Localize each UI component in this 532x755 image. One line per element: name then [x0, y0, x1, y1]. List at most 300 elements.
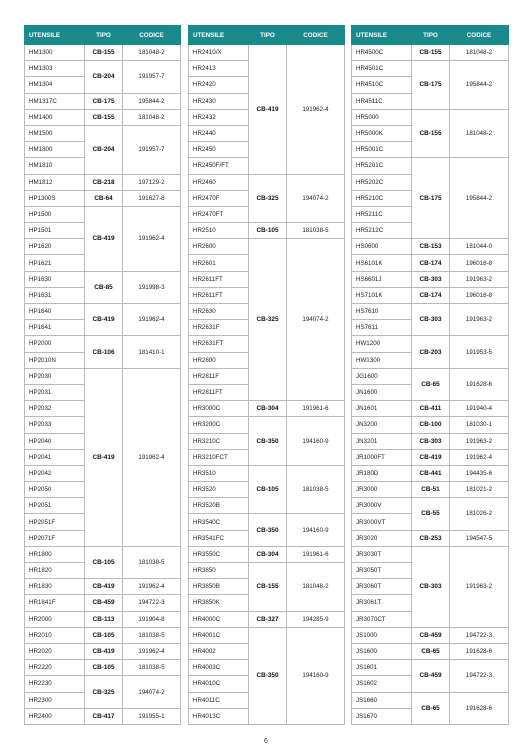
utensile-cell: HP2051 [25, 498, 85, 514]
utensile-cell: HR3520 [189, 482, 249, 498]
codice-cell: 181038-5 [123, 546, 181, 578]
utensile-cell: HR4501C [352, 61, 412, 77]
tipo-cell: CB-419 [85, 643, 123, 659]
table-row [189, 401, 345, 417]
utensile-cell: HW1200 [352, 336, 412, 352]
codice-cell: 194722-3 [123, 595, 181, 611]
utensile-cell: HP1500 [25, 206, 85, 222]
utensile-cell: HS7610 [352, 304, 412, 320]
utensile-cell: HR1830 [25, 579, 85, 595]
tipo-cell: CB-175 [412, 61, 450, 110]
table-row [25, 125, 181, 141]
page-number: 6 [264, 738, 268, 745]
codice-cell: 191963-2 [450, 433, 509, 449]
table-row [352, 158, 509, 174]
table-row [25, 190, 181, 206]
tipo-cell: CB-105 [249, 223, 287, 239]
codice-cell: 181021-2 [450, 482, 509, 498]
table-row [352, 336, 509, 352]
codice-cell: 181048-2 [450, 109, 509, 158]
utensile-cell: HR4002 [189, 643, 249, 659]
utensile-cell: HS0600 [352, 239, 412, 255]
tipo-cell: CB-459 [85, 595, 123, 611]
utensile-cell: HR2420 [189, 77, 249, 93]
utensile-cell: HP2032 [25, 401, 85, 417]
table-row [189, 563, 345, 579]
utensile-cell: HP1621 [25, 255, 85, 271]
utensile-cell: HP1641 [25, 320, 85, 336]
tipo-cell: CB-203 [412, 336, 450, 368]
utensile-cell: HR4011C [189, 692, 249, 708]
codice-cell: 191953-5 [450, 336, 509, 368]
codice-cell: 194285-9 [287, 611, 345, 627]
codice-cell: 195844-2 [450, 158, 509, 239]
header-tipo: TIPO [412, 26, 450, 45]
utensile-cell: HR3850B [189, 579, 249, 595]
tipo-cell: CB-303 [412, 304, 450, 336]
table-row [352, 465, 509, 481]
codice-cell: 191961-6 [287, 546, 345, 562]
utensile-cell: HR4013C [189, 708, 249, 724]
utensile-cell: JS1660 [352, 692, 412, 708]
table-row [25, 45, 181, 61]
tipo-cell: CB-253 [412, 530, 450, 546]
utensile-cell: HR3210FCT [189, 449, 249, 465]
tipo-cell: CB-218 [85, 174, 123, 190]
codice-cell: 194074-2 [287, 239, 345, 401]
table-row [25, 206, 181, 222]
codice-cell: 191962-4 [450, 449, 509, 465]
table-row [352, 546, 509, 562]
utensile-cell: HR4000C [189, 611, 249, 627]
tipo-cell: CB-304 [249, 546, 287, 562]
codice-cell: 181038-5 [123, 627, 181, 643]
tipo-cell: CB-441 [412, 465, 450, 481]
codice-cell: 195844-2 [123, 93, 181, 109]
codice-cell: 191957-7 [123, 61, 181, 93]
utensile-cell: JR3050T [352, 563, 412, 579]
utensile-cell: JR3000VT [352, 514, 412, 530]
utensile-cell: HR4010C [189, 676, 249, 692]
utensile-cell: HR5212C [352, 223, 412, 239]
table-row [352, 643, 509, 659]
table-row [189, 45, 345, 61]
utensile-cell: HP2033 [25, 417, 85, 433]
utensile-cell: HR2510 [189, 223, 249, 239]
utensile-cell: HR4003C [189, 660, 249, 676]
codice-cell: 191963-2 [450, 304, 509, 336]
table-row [189, 417, 345, 433]
utensile-cell: HP2000 [25, 336, 85, 352]
codice-cell: 194722-3 [450, 627, 509, 643]
header-codice: CODICE [450, 26, 509, 45]
utensile-cell: JN3200 [352, 417, 412, 433]
utensile-cell: HR3200C [189, 417, 249, 433]
utensile-cell: HP1501 [25, 223, 85, 239]
table-row [352, 692, 509, 708]
tipo-cell: CB-325 [85, 676, 123, 708]
utensile-cell: HM1317C [25, 93, 85, 109]
tipo-cell: CB-303 [412, 271, 450, 287]
tipo-cell: CB-106 [85, 336, 123, 368]
utensile-cell: JS1000 [352, 627, 412, 643]
tipo-cell: CB-105 [85, 660, 123, 676]
table-row [352, 660, 509, 676]
utensile-cell: JS1601 [352, 660, 412, 676]
table-row [189, 239, 345, 255]
codice-cell: 191627-8 [123, 190, 181, 206]
table-row [25, 61, 181, 77]
utensile-cell: HM1500 [25, 125, 85, 141]
utensile-cell: HR2631FT [189, 336, 249, 352]
utensile-cell: JR3000 [352, 482, 412, 498]
tipo-cell: CB-175 [85, 93, 123, 109]
tipo-cell: CB-417 [85, 708, 123, 724]
codice-cell: 194160-9 [287, 627, 345, 724]
table-row [25, 676, 181, 692]
codice-cell: 194074-2 [287, 174, 345, 223]
utensile-cell: HR2300 [25, 692, 85, 708]
tipo-cell: CB-113 [85, 611, 123, 627]
tipo-cell: CB-175 [412, 158, 450, 239]
codice-cell: 191628-6 [450, 368, 509, 400]
utensile-cell: JR3060T [352, 579, 412, 595]
utensile-cell: JN3201 [352, 433, 412, 449]
utensile-cell: JR3030T [352, 546, 412, 562]
table-row [25, 336, 181, 352]
table-header-row [25, 26, 181, 45]
table-row [189, 514, 345, 530]
table-row [352, 498, 509, 514]
utensile-cell: HP2042 [25, 465, 85, 481]
codice-cell: 195844-2 [450, 61, 509, 110]
table-row [189, 465, 345, 481]
tipo-cell: CB-350 [249, 417, 287, 466]
table-row [25, 660, 181, 676]
utensile-cell: JR3070CT [352, 611, 412, 627]
table-row [25, 611, 181, 627]
tipo-cell: CB-64 [85, 190, 123, 206]
utensile-cell: HR5000K [352, 125, 412, 141]
codice-cell: 181030-1 [450, 417, 509, 433]
header-utensile: UTENSILE [189, 26, 249, 45]
codice-cell: 191962-4 [287, 45, 345, 175]
codice-cell: 194547-5 [450, 530, 509, 546]
utensile-cell: HS6101K [352, 255, 412, 271]
tipo-cell: CB-304 [249, 401, 287, 417]
table-row [25, 93, 181, 109]
tipo-cell: CB-411 [412, 401, 450, 417]
table-row [25, 546, 181, 562]
utensile-cell: JS1670 [352, 708, 412, 724]
codice-cell: 181048-2 [123, 109, 181, 125]
utensile-cell: HP1630 [25, 271, 85, 287]
utensile-cell: HR3850 [189, 563, 249, 579]
utensile-cell: HR5211C [352, 206, 412, 222]
table-row [25, 579, 181, 595]
tipo-cell: CB-419 [85, 304, 123, 336]
tipo-cell: CB-204 [85, 61, 123, 93]
tipo-cell: CB-155 [412, 45, 450, 61]
utensile-cell: HR2000 [25, 611, 85, 627]
utensile-cell: HR2600 [189, 239, 249, 255]
utensile-cell: HR3550C [189, 546, 249, 562]
utensile-cell: HM1812 [25, 174, 85, 190]
utensile-cell: HR2413 [189, 61, 249, 77]
table-row [352, 401, 509, 417]
table-header-row [189, 26, 345, 45]
utensile-cell: HM1300 [25, 45, 85, 61]
table-row [352, 287, 509, 303]
utensile-cell: HR5001C [352, 142, 412, 158]
utensile-cell: HR2410/X [189, 45, 249, 61]
codice-cell: 181410-1 [123, 336, 181, 368]
tipo-cell: CB-350 [249, 627, 287, 724]
codice-cell: 191904-8 [123, 611, 181, 627]
codice-cell: 191957-7 [123, 125, 181, 174]
codice-cell: 191962-4 [123, 579, 181, 595]
tipo-cell: CB-155 [249, 563, 287, 612]
tipo-cell: CB-155 [412, 109, 450, 158]
utensile-cell: HM1400 [25, 109, 85, 125]
table-row [352, 449, 509, 465]
table-row [25, 595, 181, 611]
utensile-cell: HR3850K [189, 595, 249, 611]
codice-cell: 181038-5 [287, 465, 345, 514]
tipo-cell: CB-65 [412, 692, 450, 724]
utensile-cell: HP2040 [25, 433, 85, 449]
utensile-cell: HR1800 [25, 546, 85, 562]
utensile-cell: JR3000V [352, 498, 412, 514]
utensile-cell: HP2030 [25, 368, 85, 384]
tipo-cell: CB-105 [249, 465, 287, 514]
table-header-row [352, 26, 509, 45]
utensile-cell: HP1620 [25, 239, 85, 255]
utensile-cell: HM1810 [25, 158, 85, 174]
codice-cell: 181026-2 [450, 498, 509, 530]
table-row [352, 45, 509, 61]
utensile-cell: JN1601 [352, 401, 412, 417]
table-row [25, 109, 181, 125]
utensile-cell: HR4500C [352, 45, 412, 61]
tipo-cell: CB-100 [412, 417, 450, 433]
codice-cell: 191961-6 [287, 401, 345, 417]
tipo-cell: CB-350 [249, 514, 287, 546]
utensile-cell: HS6601J [352, 271, 412, 287]
utensile-cell: HR5210C [352, 190, 412, 206]
codice-cell: 196018-8 [450, 287, 509, 303]
utensile-cell: HR5202C [352, 174, 412, 190]
tipo-cell: CB-459 [412, 627, 450, 643]
utensile-cell: HR1820 [25, 563, 85, 579]
tipo-cell: CB-204 [85, 125, 123, 174]
utensile-cell: HP2010N [25, 352, 85, 368]
codice-cell: 181048-2 [123, 45, 181, 61]
codice-cell: 194435-6 [450, 465, 509, 481]
codice-cell: 194074-2 [123, 676, 181, 708]
utensile-cell: HR3540C [189, 514, 249, 530]
codice-cell: 197129-2 [123, 174, 181, 190]
tipo-cell: CB-105 [85, 627, 123, 643]
tipo-cell: CB-419 [412, 449, 450, 465]
utensile-cell: HR2432 [189, 109, 249, 125]
utensile-cell: JS1602 [352, 676, 412, 692]
codice-cell: 191940-4 [450, 401, 509, 417]
table-row [352, 627, 509, 643]
utensile-cell: HR2470F [189, 190, 249, 206]
utensile-cell: HP2041 [25, 449, 85, 465]
utensile-cell: HR3000C [189, 401, 249, 417]
table-row [352, 61, 509, 77]
codice-cell: 191963-2 [450, 271, 509, 287]
utensile-cell: JR3061T [352, 595, 412, 611]
codice-cell: 181038-5 [123, 660, 181, 676]
tipo-cell: CB-325 [249, 174, 287, 223]
utensile-cell: HR3210C [189, 433, 249, 449]
utensile-cell: HP2051F [25, 514, 85, 530]
table-row [25, 708, 181, 724]
codice-cell: 191628-6 [450, 692, 509, 724]
utensile-cell: HP2071F [25, 530, 85, 546]
tipo-cell: CB-65 [412, 368, 450, 400]
codice-cell: 191963-2 [450, 546, 509, 627]
header-tipo: TIPO [249, 26, 287, 45]
header-utensile: UTENSILE [352, 26, 412, 45]
utensile-cell: JN1600 [352, 384, 412, 400]
table-row [352, 255, 509, 271]
utensile-cell: HR2430 [189, 93, 249, 109]
utensile-cell: HR2020 [25, 643, 85, 659]
tipo-cell: CB-419 [249, 45, 287, 175]
utensile-cell: HR3520B [189, 498, 249, 514]
utensile-cell: HR2440 [189, 125, 249, 141]
codice-cell: 181038-5 [287, 223, 345, 239]
header-codice: CODICE [123, 26, 181, 45]
utensile-cell: HR3541FC [189, 530, 249, 546]
tipo-cell: CB-155 [85, 45, 123, 61]
table-row [189, 627, 345, 643]
tipo-cell: CB-419 [85, 579, 123, 595]
utensile-cell: HR2400 [25, 708, 85, 724]
tipo-cell: CB-303 [412, 546, 450, 627]
codice-cell: 194722-3 [450, 660, 509, 692]
utensile-cell: HR2611FT [189, 271, 249, 287]
tipo-cell: CB-55 [412, 498, 450, 530]
utensile-cell: HM1303 [25, 61, 85, 77]
table-row [189, 223, 345, 239]
utensile-cell: HR2450 [189, 142, 249, 158]
codice-cell: 181044-0 [450, 239, 509, 255]
utensile-cell: HR2630 [189, 304, 249, 320]
codice-cell: 194160-9 [287, 417, 345, 466]
tipo-cell: CB-85 [85, 271, 123, 303]
utensile-cell: HP1640 [25, 304, 85, 320]
table-row [352, 482, 509, 498]
utensile-cell: HP2031 [25, 384, 85, 400]
table-row [25, 627, 181, 643]
brush-table-column-2 [188, 25, 345, 725]
utensile-cell: HR4510C [352, 77, 412, 93]
codice-cell: 181048-2 [287, 563, 345, 612]
tipo-cell: CB-174 [412, 287, 450, 303]
brush-table-column-1 [24, 25, 181, 725]
utensile-cell: HR2470FT [189, 206, 249, 222]
table-row [352, 109, 509, 125]
header-utensile: UTENSILE [25, 26, 85, 45]
utensile-cell: HR2220 [25, 660, 85, 676]
table-row [25, 643, 181, 659]
utensile-cell: HR2450F/FT [189, 158, 249, 174]
tipo-cell: CB-65 [412, 643, 450, 659]
utensile-cell: HR2601 [189, 255, 249, 271]
utensile-cell: HR5201C [352, 158, 412, 174]
codice-cell: 181048-2 [450, 45, 509, 61]
table-row [352, 239, 509, 255]
utensile-cell: HS7611 [352, 320, 412, 336]
codice-cell: 194160-9 [287, 514, 345, 546]
codice-cell: 191962-4 [123, 368, 181, 546]
table-row [189, 611, 345, 627]
utensile-cell: HR2460 [189, 174, 249, 190]
utensile-cell: HR2811F [189, 368, 249, 384]
utensile-cell: HR4511C [352, 93, 412, 109]
codice-cell: 191628-6 [450, 643, 509, 659]
tipo-cell: CB-327 [249, 611, 287, 627]
table-row [352, 304, 509, 320]
tipo-cell: CB-153 [412, 239, 450, 255]
codice-cell: 191962-4 [123, 304, 181, 336]
codice-cell: 191955-1 [123, 708, 181, 724]
utensile-cell: HM1304 [25, 77, 85, 93]
tipo-cell: CB-105 [85, 546, 123, 578]
tipo-cell: CB-459 [412, 660, 450, 692]
tipo-cell: CB-155 [85, 109, 123, 125]
utensile-cell: HS7101K [352, 287, 412, 303]
utensile-cell: HP1300S [25, 190, 85, 206]
tipo-cell: CB-174 [412, 255, 450, 271]
header-codice: CODICE [287, 26, 345, 45]
codice-cell: 191962-4 [123, 206, 181, 271]
utensile-cell: HR1841F [25, 595, 85, 611]
table-row [25, 304, 181, 320]
utensile-cell: JR3020 [352, 530, 412, 546]
table-row [25, 368, 181, 384]
utensile-cell: HR3510 [189, 465, 249, 481]
utensile-cell: HM1800 [25, 142, 85, 158]
table-row [25, 271, 181, 287]
tipo-cell: CB-419 [85, 206, 123, 271]
utensile-cell: JR180D [352, 465, 412, 481]
table-row [352, 368, 509, 384]
table-row [352, 271, 509, 287]
table-row [25, 174, 181, 190]
utensile-cell: HP2050 [25, 482, 85, 498]
utensile-cell: HW1300 [352, 352, 412, 368]
tipo-cell: CB-419 [85, 368, 123, 546]
utensile-cell: HR5000 [352, 109, 412, 125]
utensile-cell: JR1000FT [352, 449, 412, 465]
utensile-cell: HR2811FT [189, 384, 249, 400]
brush-table-column-3 [351, 25, 509, 725]
utensile-cell: HR2800 [189, 352, 249, 368]
utensile-cell: JS1600 [352, 643, 412, 659]
tipo-cell: CB-303 [412, 433, 450, 449]
tipo-cell: CB-51 [412, 482, 450, 498]
utensile-cell: HR2230 [25, 676, 85, 692]
codice-cell: 191998-3 [123, 271, 181, 303]
codice-cell: 191962-4 [123, 643, 181, 659]
table-row [352, 417, 509, 433]
